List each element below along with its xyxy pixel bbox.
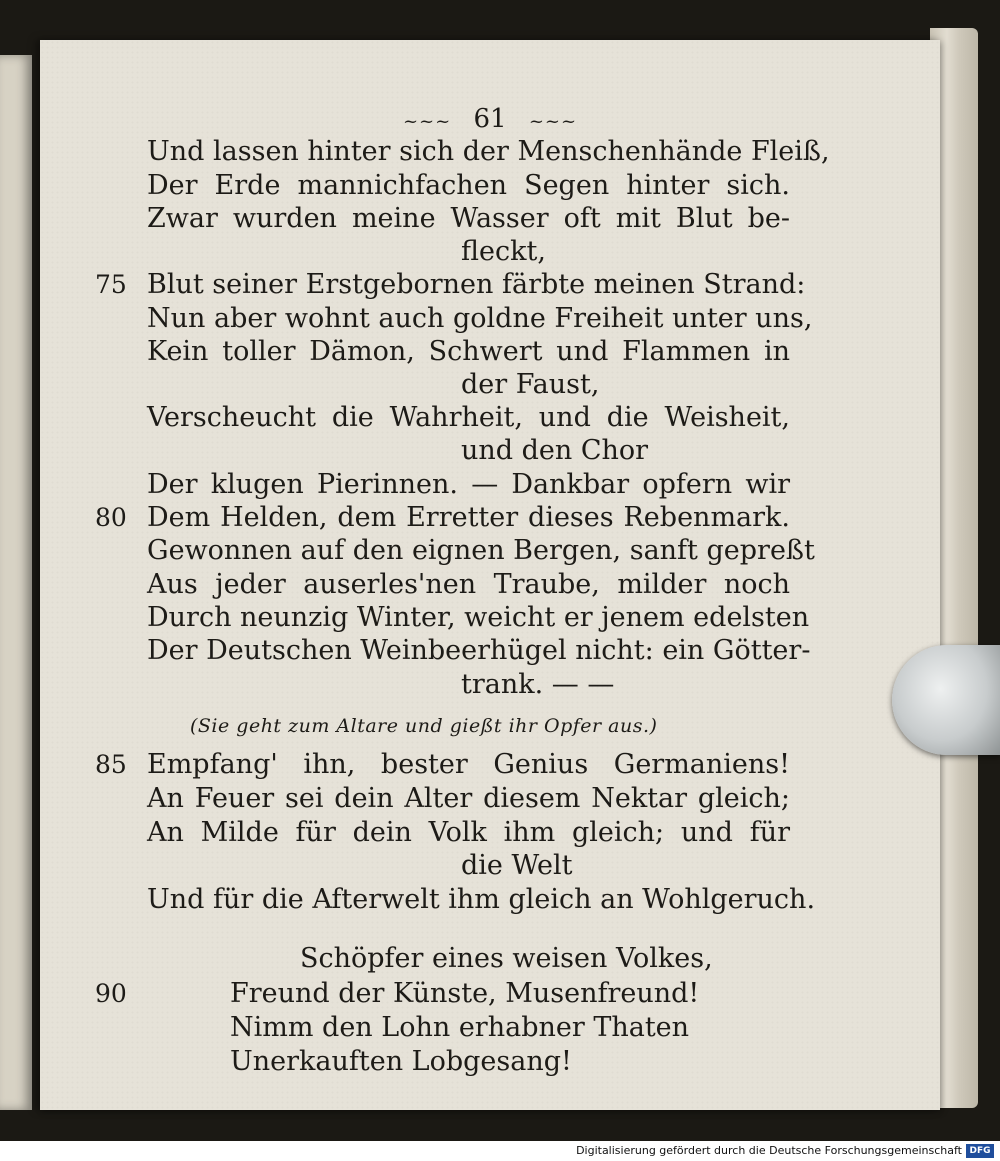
- verse-line-continuation: der Faust,: [461, 369, 600, 400]
- page-holder-clip: [892, 645, 1000, 755]
- page-header: [40, 104, 940, 134]
- song-line: 90 Freund der Künste, Musenfreund!: [40, 976, 940, 1012]
- verse-line: Der klugen Pierinnen. — Dankbar opfern wir: [147, 469, 790, 500]
- line-number: 85: [95, 750, 127, 779]
- header-ornament-right: ~~~: [528, 111, 578, 132]
- verse-line: An Milde für dein Volk ihm gleich; und für: [147, 817, 790, 848]
- song-line: Unerkauften Lobgesang!: [230, 1046, 572, 1077]
- verse-line: Verscheucht die Wahrheit, und die Weisheit,: [147, 402, 790, 433]
- verse-line: Der Deutschen Weinbeerhügel nicht: ein Götter-: [147, 635, 811, 666]
- verse-line: Nun aber wohnt auch goldne Freiheit unter uns,: [147, 303, 813, 334]
- verse-line: An Feuer sei dein Alter diesem Nektar gleich;: [147, 783, 790, 814]
- verse-line-continuation: und den Chor: [461, 435, 649, 466]
- verse-line: Kein toller Dämon, Schwert und Flammen in: [147, 336, 790, 367]
- page-number: 61: [473, 104, 507, 134]
- verse-line: Zwar wurden meine Wasser oft mit Blut be-: [147, 203, 790, 234]
- verse-line-continuation: fleckt,: [461, 236, 546, 267]
- line-number: 80: [95, 503, 127, 532]
- line-number: 75: [95, 270, 127, 299]
- dfg-logo: DFG: [966, 1144, 994, 1158]
- verse-line: Gewonnen auf den eignen Bergen, sanft gepreßt: [147, 535, 815, 566]
- footer-bar: [0, 1141, 1000, 1161]
- verse-line: Und für die Afterwelt ihm gleich an Wohlgeruch.: [147, 884, 816, 915]
- verse-line: 85 Empfang' ihn, bester Genius Germaniens!: [40, 747, 940, 783]
- verse-line-continuation: trank. — —: [461, 669, 615, 700]
- header-ornament-left: ~~~: [402, 111, 452, 132]
- song-line: Nimm den Lohn erhabner Thaten: [230, 1012, 690, 1043]
- book-page: [40, 40, 940, 1110]
- funding-credit: Digitalisierung gefördert durch die Deutsche Forschungsgemeinschaft: [576, 1144, 962, 1157]
- previous-page-edge: [0, 55, 32, 1110]
- verse-line: Der Erde mannichfachen Segen hinter sich.: [147, 170, 790, 201]
- verse-line: Durch neunzig Winter, weicht er jenem edelsten: [147, 602, 810, 633]
- stage-direction: (Sie geht zum Altare und gießt ihr Opfer aus.): [190, 715, 658, 737]
- verse-line: 80 Dem Helden, dem Erretter dieses Rebenmark.: [40, 500, 940, 536]
- song-line: Schöpfer eines weisen Volkes,: [300, 943, 713, 974]
- verse-line: Aus jeder auserles'nen Traube, milder noch: [147, 569, 790, 600]
- verse-line: 75 Blut seiner Erstgebornen färbte meinen Strand:: [40, 267, 940, 303]
- line-number: 90: [95, 979, 127, 1008]
- verse-line: Und lassen hinter sich der Menschenhände Fleiß,: [147, 136, 830, 167]
- verse-line-continuation: die Welt: [461, 850, 573, 881]
